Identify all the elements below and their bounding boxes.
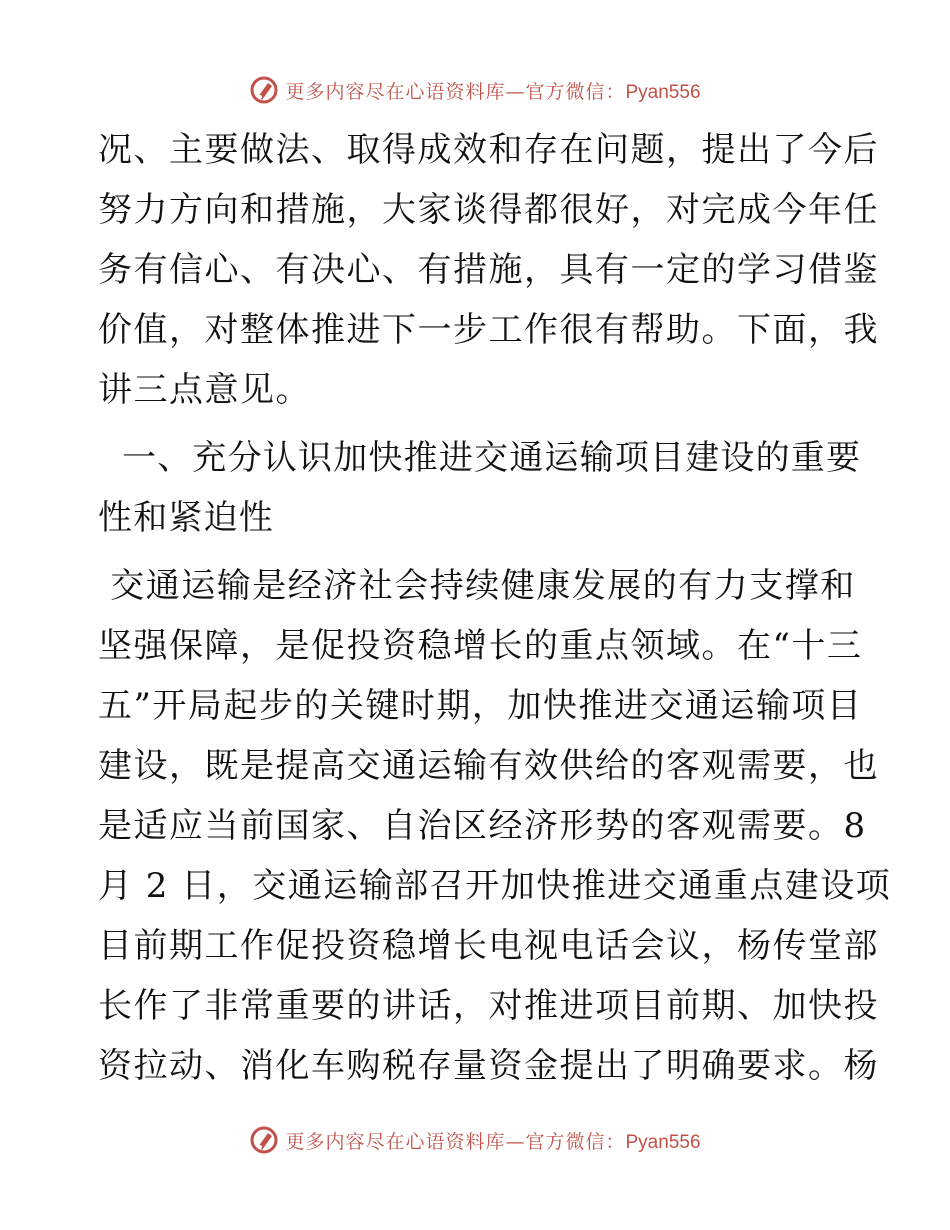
text-line: 月 2 日，交通运输部召开加快推进交通重点建设项 [98, 866, 892, 906]
text-line: 务有信心、有决心、有措施，具有一定的学习借鉴 [98, 250, 879, 290]
text-line: 是适应当前国家、自治区经济形势的客观需要。8 [98, 806, 867, 846]
text-line: 五”开局起步的关键时期，加快推进交通运输项目 [98, 686, 863, 726]
text-line: 讲三点意见。 [98, 370, 311, 410]
watermark-text: 更多内容尽在心语资料库—官方微信：Pyan556 [285, 80, 701, 103]
paragraph [98, 556, 892, 1096]
paragraph [98, 120, 879, 420]
document-body [98, 120, 892, 1096]
watermark-text: 更多内容尽在心语资料库—官方微信：Pyan556 [285, 1130, 701, 1153]
text-line: 目前期工作促投资稳增长电视电话会议，杨传堂部 [98, 926, 879, 966]
watermark-wechat-id: Pyan556 [625, 1131, 701, 1153]
section-heading [98, 428, 862, 548]
heading-line: 性和紧迫性 [98, 498, 274, 538]
pen-nib-logo-icon [249, 1125, 279, 1155]
text-line: 价值，对整体推进下一步工作很有帮助。下面，我 [98, 310, 879, 350]
heading-line: 一、充分认识加快推进交通运输项目建设的重要 [98, 438, 862, 478]
text-line: 坚强保障，是促投资稳增长的重点领域。在“十三 [98, 626, 863, 666]
text-line: 努力方向和措施，大家谈得都很好，对完成今年任 [98, 190, 879, 230]
text-line: 况、主要做法、取得成效和存在问题，提出了今后 [98, 130, 879, 170]
header-watermark [0, 70, 950, 110]
watermark-wechat-id: Pyan556 [625, 81, 701, 103]
text-line: 长作了非常重要的讲话，对推进项目前期、加快投 [98, 986, 879, 1026]
text-line: 建设，既是提高交通运输有效供给的客观需要，也 [98, 746, 879, 786]
text-line: 资拉动、消化车购税存量资金提出了明确要求。杨 [98, 1046, 879, 1086]
footer-watermark [0, 1120, 950, 1160]
pen-nib-logo-icon [249, 75, 279, 105]
text-line: 交通运输是经济社会持续健康发展的有力支撑和 [98, 566, 856, 606]
